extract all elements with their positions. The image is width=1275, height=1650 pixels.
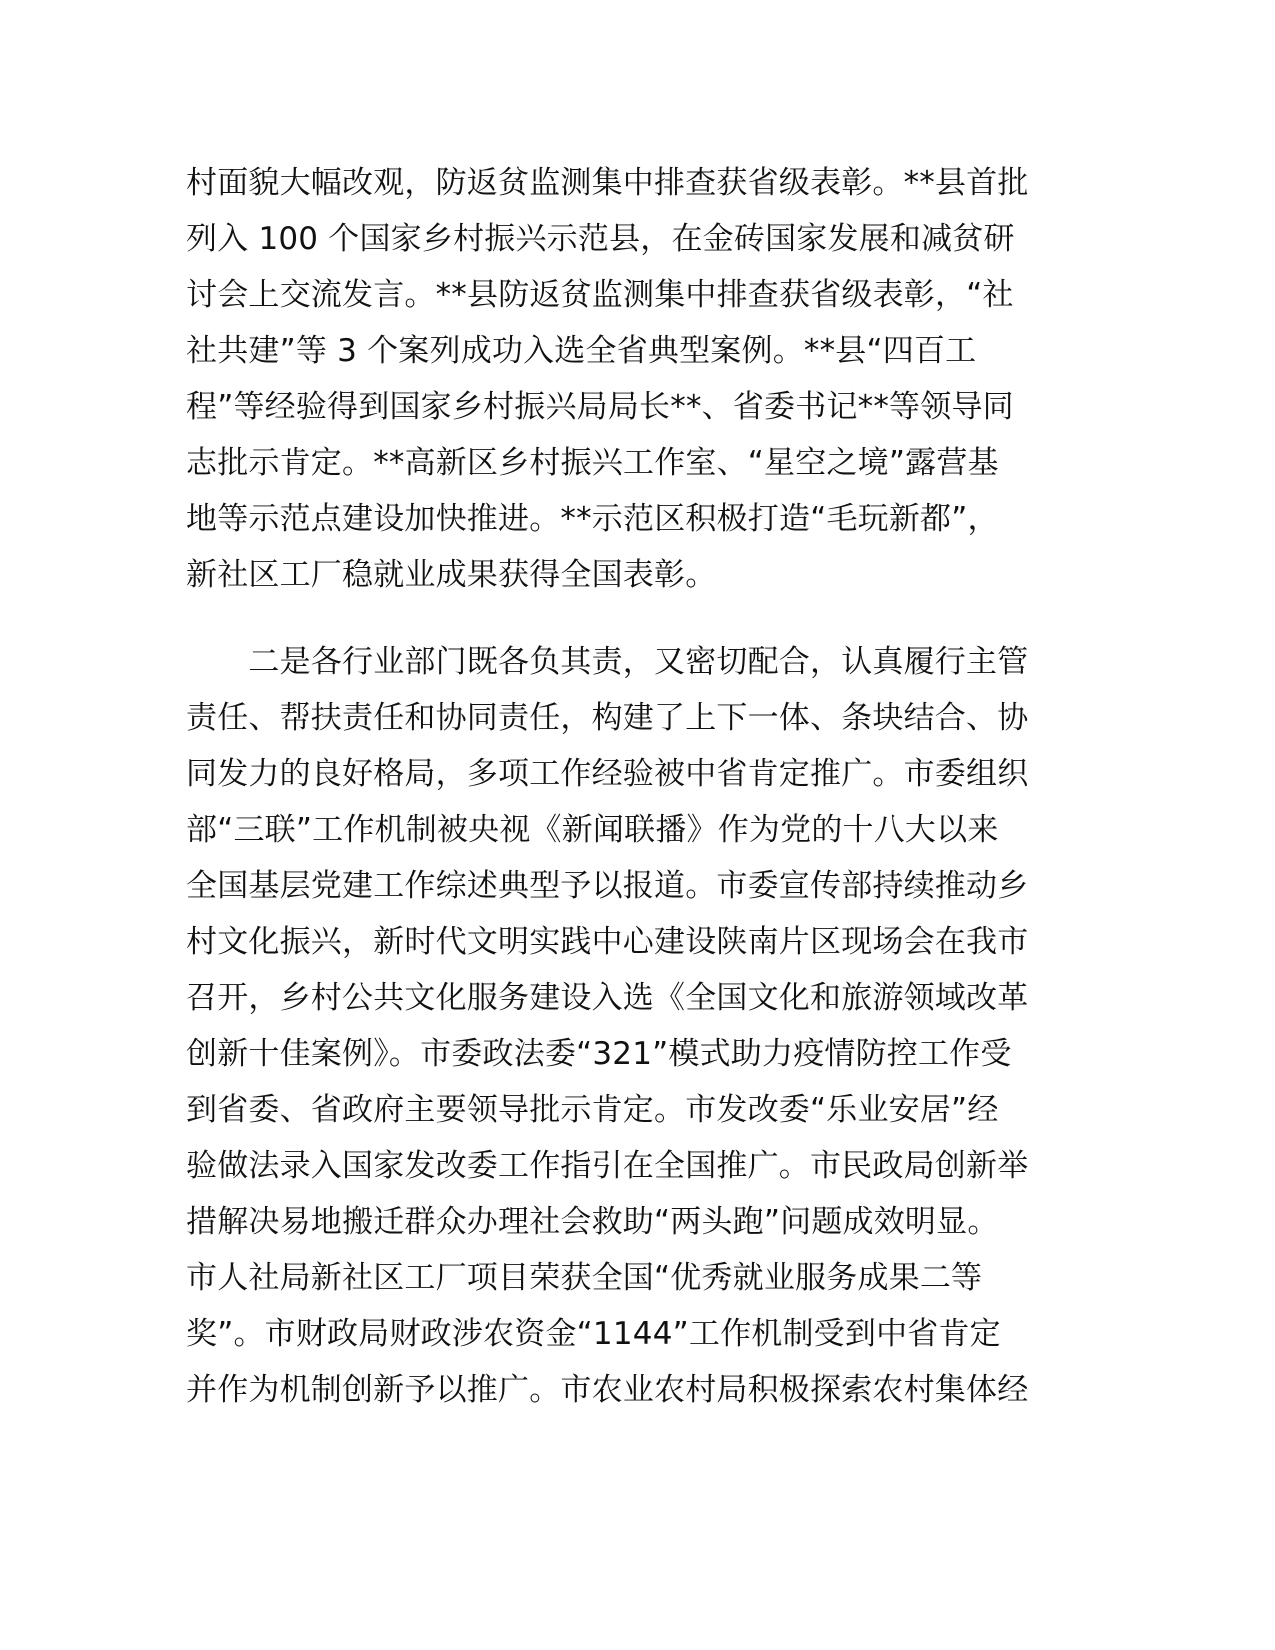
text-line: 讨会上交流发言。**县防返贫监测集中排查获省级表彰，“社 xyxy=(186,277,1014,313)
text-line: 社共建”等 3 个案列成功入选全省典型案例。**县“四百工 xyxy=(186,333,977,369)
text-line: 村文化振兴，新时代文明实践中心建设陕南片区现场会在我市 xyxy=(186,924,1029,960)
text-line: 责任、帮扶责任和协同责任，构建了上下一体、条块结合、协 xyxy=(186,700,1029,736)
text-line: 村面貌大幅改观，防返贫监测集中排查获省级表彰。**县首批 xyxy=(186,165,1029,201)
text-line: 措解决易地搬迁群众办理社会救助“两头跑”问题成效明显。 xyxy=(186,1204,999,1240)
text-line: 程”等经验得到国家乡村振兴局局长**、省委书记**等领导同 xyxy=(186,389,1014,425)
text-line: 奖”。市财政局财政涉农资金“1144”工作机制受到中省肯定 xyxy=(186,1316,1001,1352)
text-line: 列入 100 个国家乡村振兴示范县，在金砖国家发展和减贫研 xyxy=(186,221,1015,257)
text-line: 二是各行业部门既各负其责，又密切配合，认真履行主管 xyxy=(186,644,1029,680)
text-line: 志批示肯定。**高新区乡村振兴工作室、“星空之境”露营基 xyxy=(186,445,999,481)
text-line: 新社区工厂稳就业成果获得全国表彰。 xyxy=(186,557,717,593)
text-line: 到省委、省政府主要领导批示肯定。市发改委“乐业安居”经 xyxy=(186,1092,999,1128)
text-line: 全国基层党建工作综述典型予以报道。市委宣传部持续推动乡 xyxy=(186,868,1029,904)
text-line: 部“三联”工作机制被央视《新闻联播》作为党的十八大以来 xyxy=(186,812,999,848)
text-line: 并作为机制创新予以推广。市农业农村局积极探索农村集体经 xyxy=(186,1372,1029,1408)
text-line: 召开，乡村公共文化服务建设入选《全国文化和旅游领域改革 xyxy=(186,980,1029,1016)
paragraph-2 xyxy=(186,634,1086,1418)
text-line: 创新十佳案例》。市委政法委“321”模式助力疫情防控工作受 xyxy=(186,1036,1012,1072)
text-line: 市人社局新社区工厂项目荣获全国“优秀就业服务成果二等 xyxy=(186,1260,983,1296)
text-line: 同发力的良好格局，多项工作经验被中省肯定推广。市委组织 xyxy=(186,756,1029,792)
text-line: 验做法录入国家发改委工作指引在全国推广。市民政局创新举 xyxy=(186,1148,1029,1184)
paragraph-1 xyxy=(186,155,1086,603)
text-line: 地等示范点建设加快推进。**示范区积极打造“毛玩新都”， xyxy=(186,501,999,537)
